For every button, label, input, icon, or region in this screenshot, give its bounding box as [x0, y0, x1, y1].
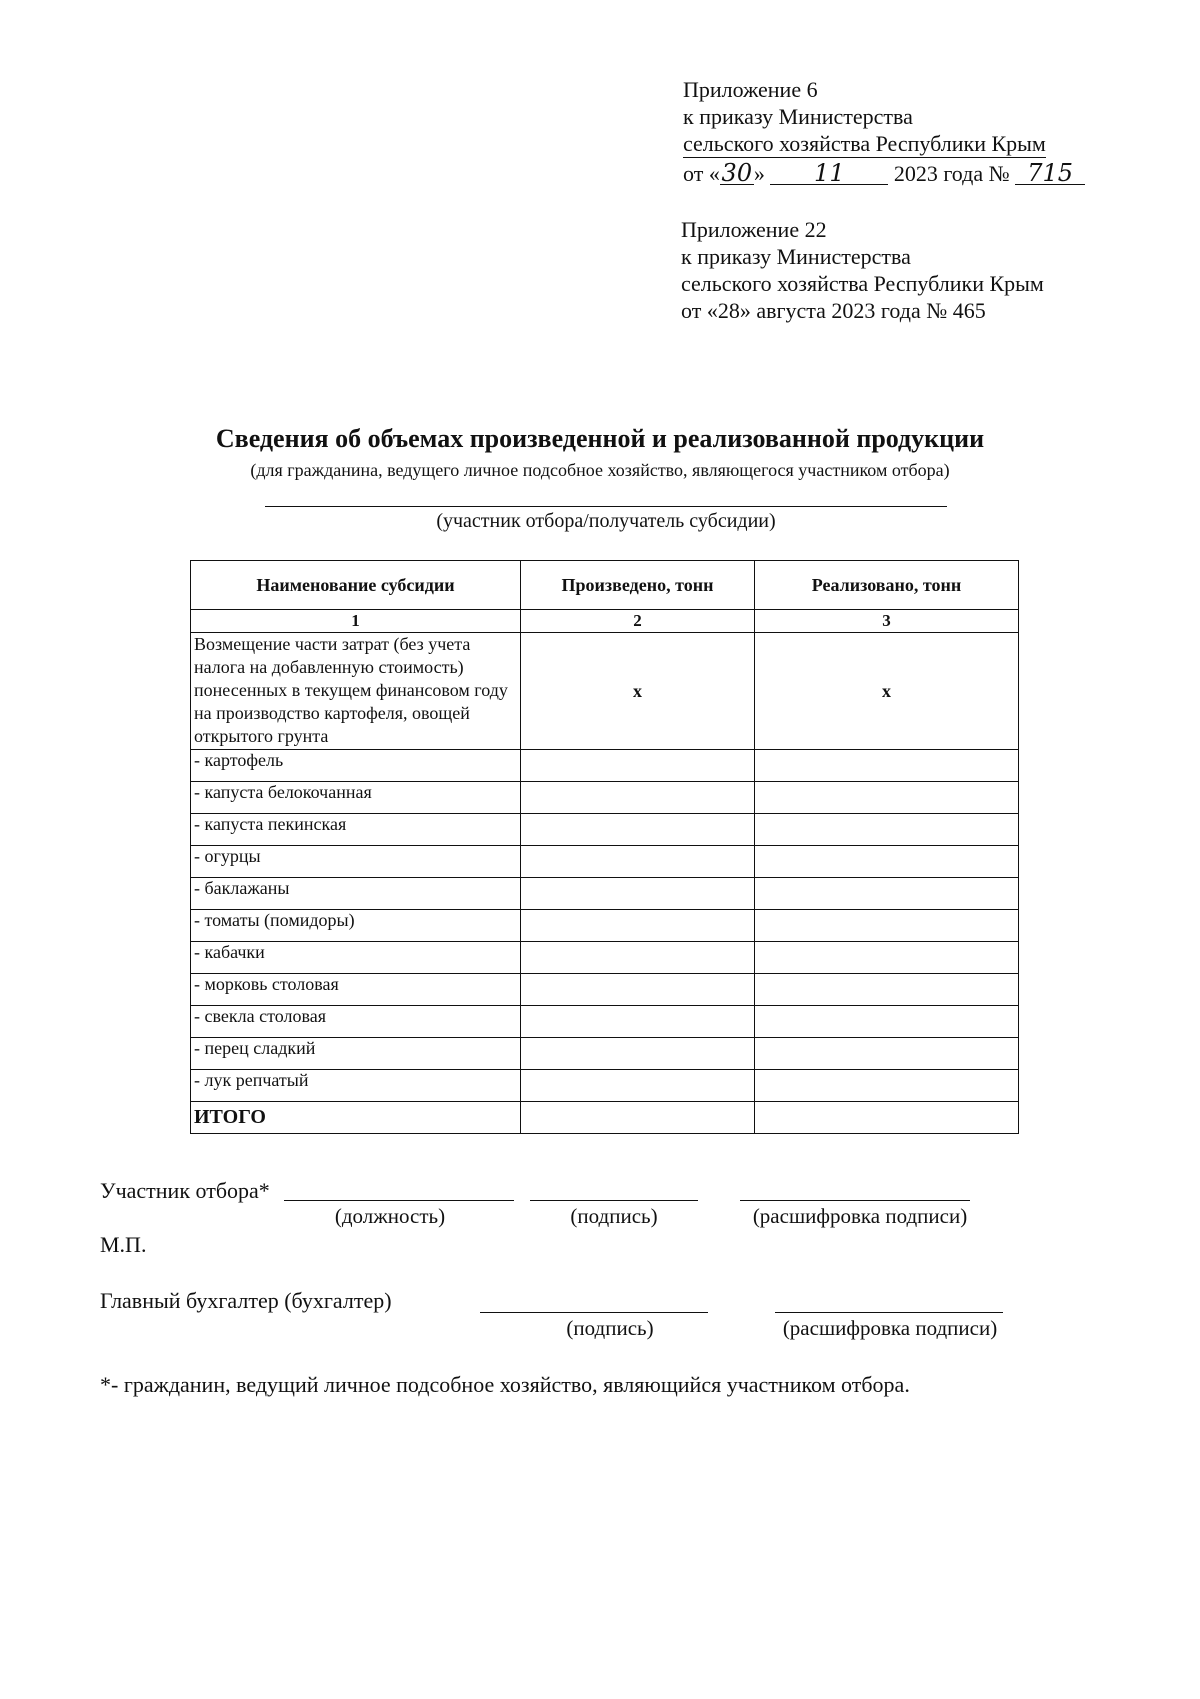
item-name: - капуста белокочанная [191, 782, 521, 814]
produced-cell[interactable] [521, 1070, 755, 1102]
sold-cell[interactable] [755, 782, 1019, 814]
table-row [191, 814, 1019, 846]
table-row [191, 878, 1019, 910]
produced-cell[interactable] [521, 846, 755, 878]
appendix-6-ministry-line: сельского хозяйства Республики Крым [683, 131, 1046, 156]
subsidy-produced-cell: х [521, 633, 755, 750]
table-row [191, 910, 1019, 942]
position-caption: (должность) [334, 1204, 446, 1228]
handwritten-month: 11 [770, 162, 888, 185]
sold-cell[interactable] [755, 846, 1019, 878]
sold-cell[interactable] [755, 974, 1019, 1006]
footnote: *- гражданин, ведущий личное подсобное хозяйство, являющийся участником отбора. [100, 1372, 910, 1397]
table-row [191, 1038, 1019, 1070]
participant-name-line [265, 506, 947, 507]
total-sold-cell[interactable] [755, 1102, 1019, 1134]
appendix-22-ministry-line: сельского хозяйства Республики Крым [681, 271, 1044, 296]
produced-cell[interactable] [521, 750, 755, 782]
produced-cell[interactable] [521, 1006, 755, 1038]
produced-cell[interactable] [521, 910, 755, 942]
table-row [191, 942, 1019, 974]
table-row [191, 1070, 1019, 1102]
produced-cell[interactable] [521, 878, 755, 910]
table-row [191, 750, 1019, 782]
item-name: - морковь столовая [191, 974, 521, 1006]
position-line[interactable] [284, 1200, 514, 1201]
handwritten-order-number: 715 [1015, 162, 1085, 185]
produced-cell[interactable] [521, 782, 755, 814]
subsidy-description: Возмещение части затрат (без учета налога на добавленную стоимость) понесенных в текущем финансовом году на производство картофеля, овощей открытого грунта [191, 633, 521, 750]
table-column-numbers-row [191, 610, 1019, 633]
appendix-22-block [681, 216, 1044, 324]
participant-signature-line[interactable] [530, 1200, 698, 1201]
participant-label: Участник отбора* [100, 1178, 270, 1203]
table-row [191, 1006, 1019, 1038]
column-number-2: 2 [521, 610, 755, 633]
appendix-22-title: Приложение 22 [681, 217, 827, 242]
table-total-row [191, 1102, 1019, 1134]
header-sold: Реализовано, тонн [755, 561, 1019, 610]
date-close-quote: » [753, 161, 765, 186]
table-row [191, 974, 1019, 1006]
accountant-signature-line[interactable] [480, 1312, 708, 1313]
total-label: ИТОГО [191, 1102, 521, 1134]
stamp-label: М.П. [100, 1232, 147, 1257]
item-name: - томаты (помидоры) [191, 910, 521, 942]
item-name: - огурцы [191, 846, 521, 878]
accountant-decoding-caption: (расшифровка подписи) [782, 1316, 998, 1340]
subsidy-sold-cell: х [755, 633, 1019, 750]
produced-cell[interactable] [521, 814, 755, 846]
item-name: - кабачки [191, 942, 521, 974]
appendix-6-title: Приложение 6 [683, 77, 818, 102]
accountant-decoding-line[interactable] [775, 1312, 1003, 1313]
column-number-3: 3 [755, 610, 1019, 633]
handwritten-day: 30 [721, 159, 753, 187]
produced-cell[interactable] [521, 942, 755, 974]
appendix-6-order-line: к приказу Министерства [683, 104, 913, 129]
sold-cell[interactable] [755, 878, 1019, 910]
table-row-subsidy [191, 633, 1019, 750]
header-subsidy-name: Наименование субсидии [191, 561, 521, 610]
participant-caption: (участник отбора/получатель субсидии) [436, 510, 776, 532]
item-name: - капуста пекинская [191, 814, 521, 846]
accountant-signature-caption: (подпись) [566, 1316, 654, 1340]
sold-cell[interactable] [755, 750, 1019, 782]
sold-cell[interactable] [755, 1006, 1019, 1038]
item-name: - баклажаны [191, 878, 521, 910]
appendix-22-date-line: от «28» августа 2023 года № 465 [681, 298, 986, 323]
column-number-1: 1 [191, 610, 521, 633]
appendix-6-block [683, 76, 1085, 187]
document-subtitle: (для гражданина, ведущего личное подсобное хозяйство, являющегося участником отбора) [250, 460, 950, 480]
item-name: - перец сладкий [191, 1038, 521, 1070]
sold-cell[interactable] [755, 910, 1019, 942]
sold-cell[interactable] [755, 1038, 1019, 1070]
table-row [191, 846, 1019, 878]
table-header-row [191, 561, 1019, 610]
signature-caption: (подпись) [570, 1204, 658, 1228]
header-produced: Произведено, тонн [521, 561, 755, 610]
sold-cell[interactable] [755, 1070, 1019, 1102]
document-title: Сведения об объемах произведенной и реализованной продукции [215, 424, 985, 453]
item-name: - лук репчатый [191, 1070, 521, 1102]
date-prefix: от « [683, 161, 720, 186]
appendix-6-date-line [683, 160, 1085, 187]
decoding-caption: (расшифровка подписи) [752, 1204, 968, 1228]
produced-cell[interactable] [521, 974, 755, 1006]
produced-cell[interactable] [521, 1038, 755, 1070]
sold-cell[interactable] [755, 942, 1019, 974]
appendix-22-order-line: к приказу Министерства [681, 244, 911, 269]
item-name: - картофель [191, 750, 521, 782]
accountant-label: Главный бухгалтер (бухгалтер) [100, 1288, 392, 1313]
item-name: - свекла столовая [191, 1006, 521, 1038]
date-year-text: 2023 года № [893, 161, 1010, 186]
total-produced-cell[interactable] [521, 1102, 755, 1134]
participant-decoding-line[interactable] [740, 1200, 970, 1201]
sold-cell[interactable] [755, 814, 1019, 846]
table-row [191, 782, 1019, 814]
production-table [190, 560, 1019, 1134]
